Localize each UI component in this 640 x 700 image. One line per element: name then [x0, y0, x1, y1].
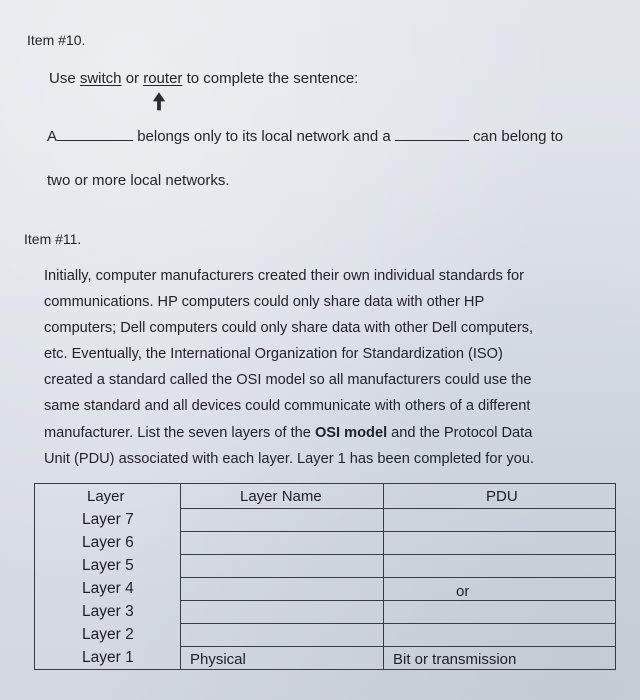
table-row-divider	[180, 531, 615, 532]
instruction-or: or	[121, 70, 144, 87]
item-11-title: Item #11.	[24, 231, 82, 247]
header-layer-name: Layer Name	[240, 488, 322, 505]
layer-5-label: Layer 5	[82, 557, 134, 574]
layer-6-label: Layer 6	[82, 534, 134, 551]
item-10-title: Item #10.	[27, 32, 86, 48]
table-row-divider	[180, 554, 615, 555]
paragraph-line: Initially, computer manufacturers created their own individual standards for	[44, 268, 524, 284]
line7-prefix: manufacturer. List the seven layers of the	[44, 424, 315, 441]
paragraph-line-7	[44, 420, 624, 446]
item-10-sentence-line-2: two or more local networks.	[47, 172, 230, 189]
item-11-paragraph	[44, 263, 624, 472]
instruction-suffix: to complete the sentence:	[182, 70, 359, 87]
blank-switch-answer[interactable]	[57, 126, 133, 141]
header-layer: Layer	[87, 488, 125, 505]
paragraph-line: computers; Dell computers could only share data with other Dell computers,	[44, 320, 534, 337]
layer-2-label: Layer 2	[82, 626, 134, 643]
table-row-divider	[180, 646, 615, 647]
paragraph-line: same standard and all devices could communicate with others of a different	[44, 398, 531, 415]
header-pdu: PDU	[486, 488, 518, 505]
layer-1-label: Layer 1	[82, 649, 134, 666]
paragraph-line: created a standard called the OSI model so all manufacturers could use the	[44, 372, 532, 389]
table-row-divider	[180, 600, 615, 601]
table-row-divider	[180, 623, 615, 624]
sentence-end: can belong to	[473, 128, 564, 145]
blank-router-answer[interactable]	[395, 126, 469, 141]
table-row-divider	[180, 508, 615, 509]
layer-1-pdu: Bit or transmission	[393, 651, 517, 668]
instruction-prefix: Use	[49, 70, 80, 87]
item-10-instruction	[49, 70, 358, 87]
paragraph-line: communications. HP computers could only share data with other HP	[44, 294, 485, 311]
layer-4-pdu-hint: or	[456, 583, 470, 600]
sentence-a: A	[47, 128, 58, 145]
layer-1-name: Physical	[190, 651, 246, 668]
word-switch: switch	[79, 70, 122, 87]
item-10-sentence-line-1	[47, 126, 563, 145]
word-router: router	[143, 70, 183, 87]
layer-7-label: Layer 7	[82, 511, 134, 528]
layer-4-label: Layer 4	[82, 580, 134, 597]
paragraph-line-8: Unit (PDU) associated with each layer. Layer 1 has been completed for you.	[44, 450, 534, 467]
mouse-pointer-icon	[152, 92, 166, 112]
sentence-middle: belongs only to its local network and a	[137, 128, 391, 145]
layer-3-label: Layer 3	[82, 603, 134, 620]
table-row-divider	[180, 577, 615, 578]
paragraph-line: etc. Eventually, the International Organization for Standardization (ISO)	[44, 346, 503, 363]
osi-layers-table	[34, 483, 616, 670]
line7-suffix: and the Protocol Data	[387, 424, 533, 441]
osi-model-bold: OSI model	[314, 424, 388, 441]
